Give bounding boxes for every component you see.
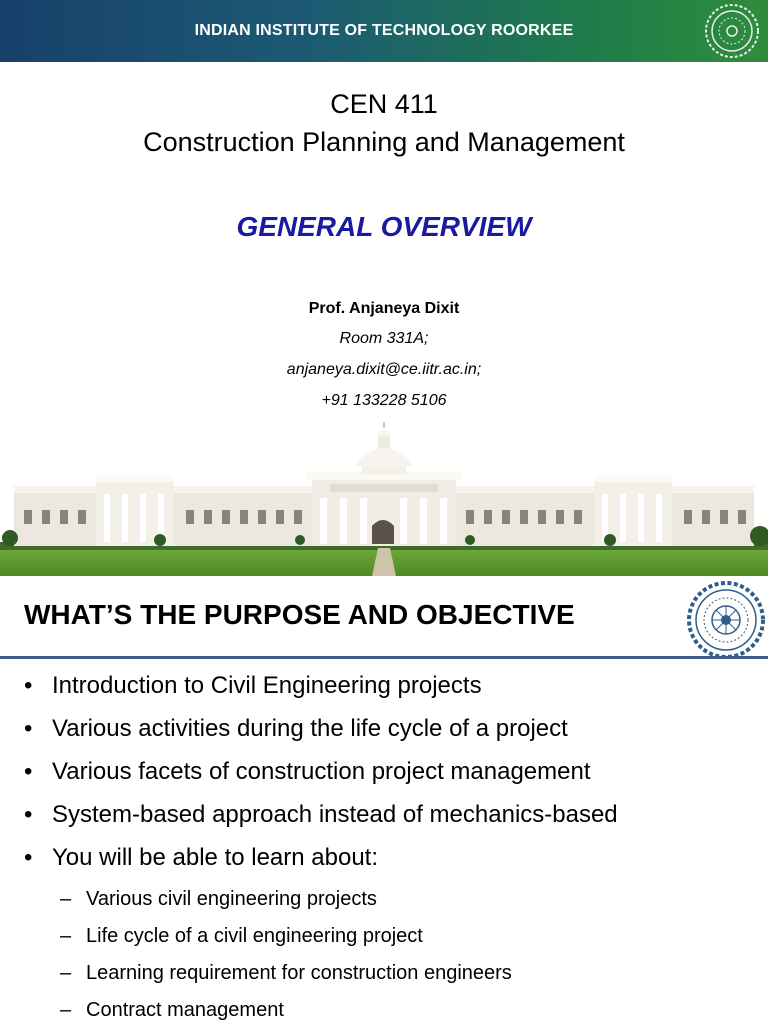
sub-list-item-text: Contract management	[86, 999, 284, 1021]
dash-marker: –	[60, 888, 72, 910]
overview-heading: GENERAL OVERVIEW	[236, 211, 532, 242]
course-code: CEN 411	[330, 89, 438, 119]
bullet-marker: •	[24, 715, 33, 742]
sub-list-item	[22, 881, 762, 918]
list-item-text: Various activities during the life cycle of a project	[52, 715, 568, 742]
list-item	[22, 709, 762, 752]
main-building-image	[0, 420, 768, 576]
phone-number: +91 133228 5106	[321, 392, 447, 409]
list-item-text: You will be able to learn about:	[52, 844, 379, 871]
course-name: Construction Planning and Management	[143, 127, 625, 157]
objectives-slide	[0, 576, 768, 1024]
list-item	[22, 752, 762, 795]
professor-name: Prof. Anjaneya Dixit	[308, 300, 460, 317]
objectives-list	[22, 666, 762, 1024]
institute-seal-icon	[686, 580, 766, 660]
list-item-text: System-based approach instead of mechanics-based	[52, 801, 618, 828]
dash-marker: –	[60, 962, 72, 984]
bullet-marker: •	[24, 801, 33, 828]
list-item	[22, 838, 762, 881]
sub-list-item	[22, 955, 762, 992]
sub-list-item	[22, 992, 762, 1024]
sub-list-item-text: Various civil engineering projects	[86, 888, 377, 910]
institute-seal-icon	[704, 3, 760, 59]
sub-list-item	[22, 918, 762, 955]
title-divider	[0, 656, 768, 659]
slide-title: WHAT’S THE PURPOSE AND OBJECTIVE	[24, 599, 575, 630]
institute-name: INDIAN INSTITUTE OF TECHNOLOGY ROORKEE	[194, 22, 574, 39]
bullet-marker: •	[24, 672, 33, 699]
bullet-marker: •	[24, 844, 33, 871]
sub-list-item-text: Learning requirement for construction engineers	[86, 962, 512, 984]
list-item-text: Various facets of construction project management	[52, 758, 591, 785]
list-item-text: Introduction to Civil Engineering projects	[52, 672, 482, 699]
dash-marker: –	[60, 999, 72, 1021]
bullet-marker: •	[24, 758, 33, 785]
list-item	[22, 795, 762, 838]
email-address: anjaneya.dixit@ce.iitr.ac.in;	[286, 361, 482, 378]
sub-list-item-text: Life cycle of a civil engineering project	[86, 925, 423, 947]
list-item	[22, 666, 762, 709]
dash-marker: –	[60, 925, 72, 947]
room-number: Room 331A;	[339, 330, 429, 347]
